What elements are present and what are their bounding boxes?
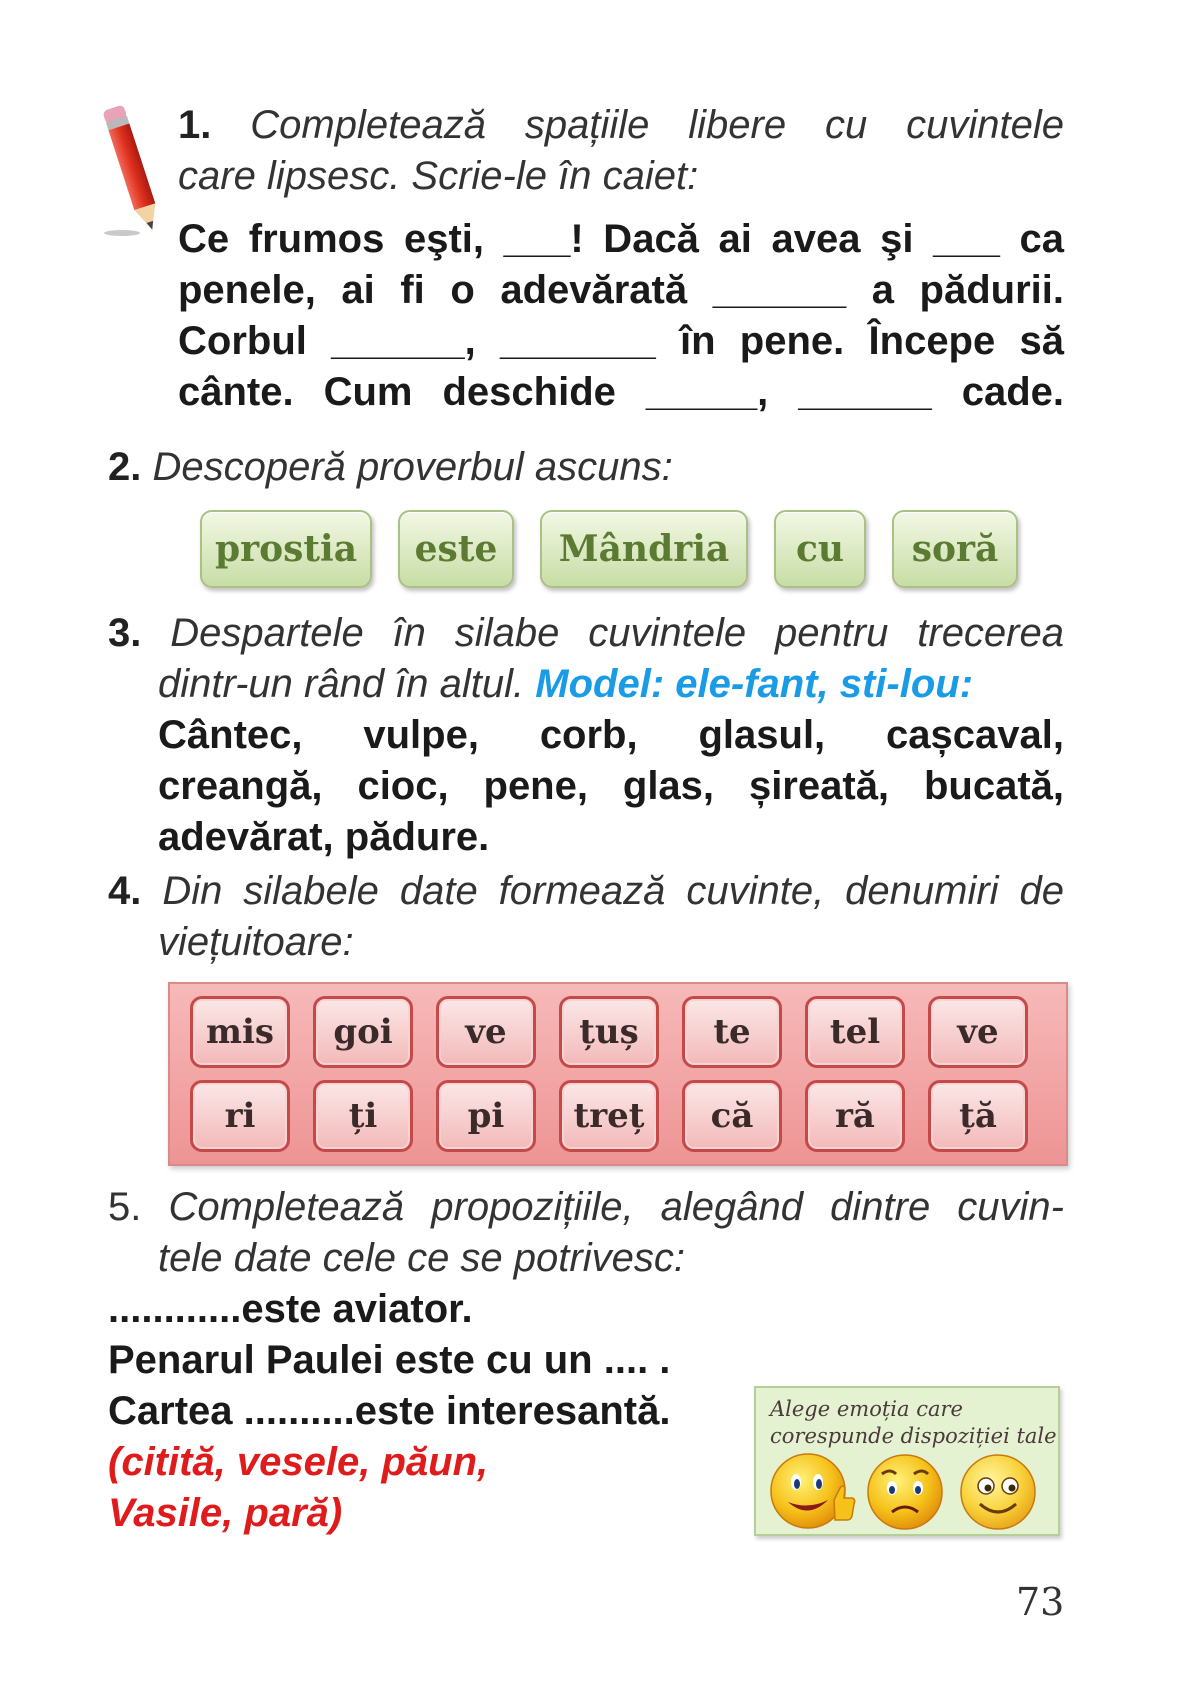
exercise-2-number: 2. <box>108 445 142 489</box>
syllable-tile[interactable]: ță <box>928 1080 1028 1152</box>
word-options: Vasile, pară) <box>108 1491 343 1535</box>
syllable-tile[interactable]: treț <box>559 1080 659 1152</box>
syllable-tile[interactable]: ve <box>928 996 1028 1068</box>
sad-smiley-icon[interactable] <box>864 1452 946 1532</box>
exercise-1-instruction: 1. Completează spațiile libere cu cuvintele care lipsesc. Scrie-le în caiet: <box>178 103 1064 198</box>
syllable-tile[interactable]: ți <box>313 1080 413 1152</box>
syllable-tile[interactable]: mis <box>190 996 290 1068</box>
cheerful-smiley-icon[interactable] <box>956 1452 1040 1532</box>
syllable-tile[interactable]: că <box>682 1080 782 1152</box>
syllable-tile[interactable]: țuș <box>559 996 659 1068</box>
proverb-tile[interactable]: soră <box>892 510 1018 588</box>
exercise-3: 3. Despartele în silabe cuvintele pentru trecerea dintr-un rând în altul. Model: ele-fant, sti-lou: Cântec, vulpe, corb, glasul, cașcaval, creangă, cioc, pene, glas, șireată, bucată, adevărat, pădure. <box>108 611 1064 859</box>
exercise-4-instruction: 4. Din silabele date formează cuvinte, denumiri de viețuitoare: <box>108 869 1064 964</box>
syllable-tile[interactable]: goi <box>313 996 413 1068</box>
model-example: Model: ele-fant, sti-lou: <box>535 662 974 706</box>
exercise-5-instruction: 5. Completează propozițiile, alegând dintre cuvin- tele date cele ce se potrivesc: <box>108 1185 1064 1280</box>
syllable-tile[interactable]: ve <box>436 996 536 1068</box>
syllable-tile[interactable]: te <box>682 996 782 1068</box>
happy-smiley-icon[interactable] <box>768 1450 858 1532</box>
exercise-4-number: 4. <box>108 869 142 913</box>
syllable-tile[interactable]: ră <box>805 1080 905 1152</box>
syllable-tile[interactable]: pi <box>436 1080 536 1152</box>
emotion-card-text: Alege emoția care corespunde dispoziției tale <box>770 1397 1057 1448</box>
proverb-tiles <box>200 510 1018 588</box>
exercise-1-number: 1. <box>178 103 212 147</box>
syllable-tile[interactable]: tel <box>805 996 905 1068</box>
syllables-board <box>168 982 1068 1166</box>
word-options: (citită, vesele, păun, <box>108 1440 489 1484</box>
pencil-icon <box>100 100 170 240</box>
emotion-card <box>754 1386 1060 1536</box>
exercise-5-sentences: ............este aviator. Penarul Paulei este cu un .... . Cartea ..........este interesantă. (citită, vesele, păun, Vasile, pară) <box>108 1284 670 1539</box>
exercise-2-instruction: 2. Descoperă proverbul ascuns: <box>108 445 673 489</box>
proverb-tile[interactable]: este <box>398 510 514 588</box>
page-number: 73 <box>1016 1580 1065 1624</box>
proverb-tile[interactable]: cu <box>774 510 866 588</box>
proverb-tile[interactable]: Mândria <box>540 510 748 588</box>
exercise-1-text: Ce frumos eşti, ___! Dacă ai avea şi ___ ca penele, ai fi o adevărată ______ a pădurii. Corbul ______, _______ în pene. Începe să cânte. Cum deschide _____, ______ cade. <box>178 217 1064 414</box>
exercise-5-number: 5. <box>108 1185 142 1229</box>
proverb-tile[interactable]: prostia <box>200 510 372 588</box>
syllable-tile[interactable]: ri <box>190 1080 290 1152</box>
exercise-3-number: 3. <box>108 611 142 655</box>
